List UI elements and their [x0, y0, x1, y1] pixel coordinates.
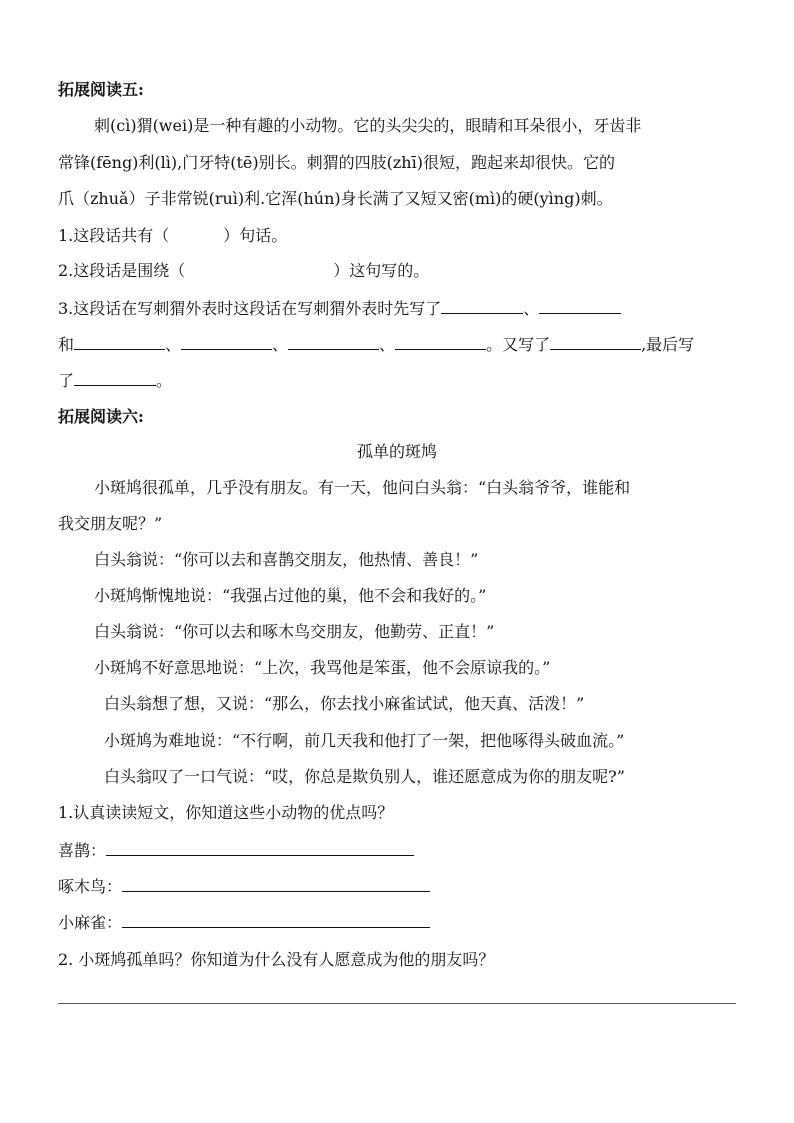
section5-paragraph-line1: 刺(cì)猬(wei)是一种有趣的小动物。它的头尖尖的，眼睛和耳朵很小，牙齿非	[94, 116, 642, 135]
q3-then-wrote: 。又写了	[486, 335, 551, 354]
story-dialogue-4: 小斑鸠不好意思地说：“上次，我骂他是笨蛋，他不会原谅我的。”	[94, 658, 551, 677]
section5-question3-line2	[58, 333, 694, 356]
q3-prompt: 3.这段话在写刺猬外表时这段话在写刺猬外表时先写了	[58, 299, 442, 318]
q3-blank-2[interactable]	[539, 297, 621, 314]
story-dialogue-2: 小斑鸠惭愧地说：“我强占过他的巢，他不会和我好的。”	[94, 586, 487, 605]
answer-row-zhuomuniao	[58, 875, 430, 898]
answer-line-question2[interactable]	[58, 1003, 736, 1004]
q3-end: 。	[156, 371, 173, 390]
answer-line-xiaomaque[interactable]	[122, 911, 430, 928]
section6-heading: 拓展阅读六:	[58, 407, 144, 426]
q3-sep-a: 、	[165, 335, 182, 354]
section6-question2: 2. 小斑鸠孤单吗？你知道为什么没有人愿意成为他的朋友吗？	[58, 950, 495, 969]
q2-prefix: 2.这段话是围绕（	[58, 261, 186, 280]
section6-question1: 1.认真读读短文，你知道这些小动物的优点吗？	[58, 803, 394, 822]
story-dialogue-5: 白头翁想了想，又说：“那么，你去找小麻雀试试，他天真、活泼！”	[104, 694, 585, 713]
answer-label-zhuomuniao: 啄木鸟：	[58, 877, 123, 896]
answer-row-xique	[58, 839, 414, 862]
story-paragraph1-line1: 小斑鸠很孤单，几乎没有朋友。有一天，他问白头翁：“白头翁爷爷，谁能和	[94, 478, 631, 497]
q1-prefix: 1.这段话共有（	[58, 226, 170, 245]
q2-suffix: ）这句写的。	[333, 261, 430, 280]
q3-blank-5[interactable]	[288, 333, 379, 350]
q3-sep-b: 、	[272, 335, 289, 354]
q3-blank-7[interactable]	[550, 333, 641, 350]
section5-heading: 拓展阅读五:	[58, 80, 144, 99]
answer-row-xiaomaque	[58, 911, 430, 934]
q3-sep-c: 、	[379, 335, 396, 354]
q3-blank-8[interactable]	[74, 369, 156, 386]
q3-blank-4[interactable]	[181, 333, 272, 350]
answer-line-xique[interactable]	[106, 839, 414, 856]
story-dialogue-7: 白头翁叹了一口气说：“哎，你总是欺负别人，谁还愿意成为你的朋友呢?”	[104, 767, 625, 786]
story-dialogue-3: 白头翁说：“你可以去和啄木鸟交朋友，他勤劳、正直！”	[94, 622, 495, 641]
section5-question2	[58, 260, 429, 282]
section5-question1	[58, 225, 287, 247]
story-paragraph1-line2: 我交朋友呢？”	[58, 514, 163, 533]
section5-question3-line1	[58, 297, 621, 320]
q3-blank-6[interactable]	[395, 333, 486, 350]
q3-finally-wrote: ,最后写	[641, 335, 695, 354]
q3-blank-1[interactable]	[441, 297, 523, 314]
story-dialogue-1: 白头翁说：“你可以去和喜鹊交朋友，他热情、善良！”	[94, 550, 479, 569]
section5-paragraph-line3: 爪（zhuǎ）子非常锐(ruì)利.它浑(hún)身长满了又短又密(mì)的硬(yìng)刺。	[58, 189, 613, 208]
q3-blank-3[interactable]	[74, 333, 165, 350]
q3-and: 和	[58, 335, 75, 354]
section5-paragraph-line2: 常锋(fēng)利(lì),门牙特(tē)别长。刺猬的四肢(zhī)很短，跑起来却很快。它的	[58, 153, 615, 172]
q1-suffix: ）句话。	[223, 226, 288, 245]
q3-separator: 、	[523, 299, 540, 318]
answer-label-xiaomaque: 小麻雀：	[58, 913, 123, 932]
answer-line-zhuomuniao[interactable]	[122, 875, 430, 892]
story-dialogue-6: 小斑鸠为难地说：“不行啊，前几天我和他打了一架，把他啄得头破血流。”	[104, 731, 625, 750]
section5-question3-line3	[58, 369, 172, 392]
story-title: 孤单的斑鸠	[356, 442, 437, 461]
q3-le: 了	[58, 371, 75, 390]
answer-label-xique: 喜鹊：	[58, 841, 107, 860]
